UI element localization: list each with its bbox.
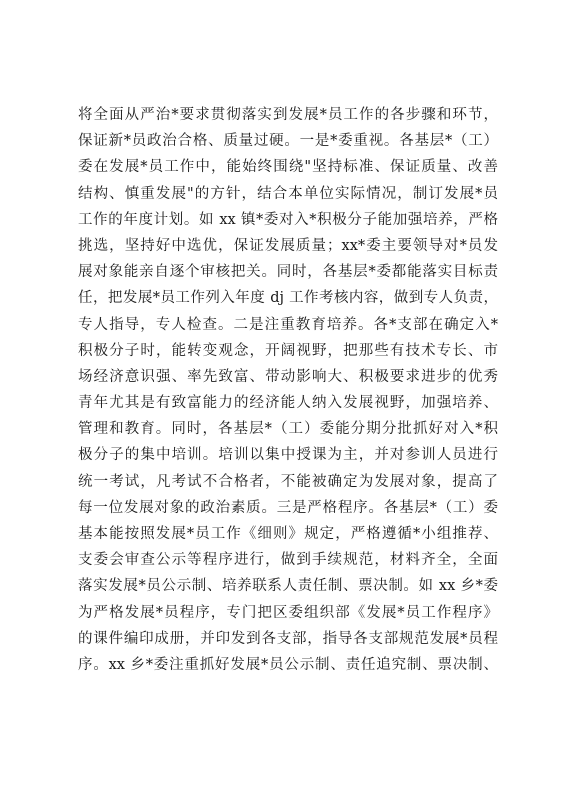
text-line: 专人指导，专人检查。二是注重教育培养。各*支部在确定入* [78,316,498,333]
text-line: 支委会审查公示等程序进行，做到手续规范，材料齐全，全面 [78,552,498,569]
text-line: 为严格发展*员程序，专门把区委组织部《发展*员工作程序》 [78,604,498,621]
text-line: 基本能按照发展*员工作《细则》规定，严格遵循*小组推荐、 [78,526,498,542]
text-line: 展对象能亲自逐个审核把关。同时，各基层*委都能落实目标责 [78,264,498,281]
text-line: 积极分子时，能转变观念，开阔视野，把那些有技术专长、市 [78,342,498,359]
text-line: 委在发展*员工作中，能始终围绕"坚持标准、保证质量、改善 [78,159,498,176]
text-line: 统一考试，凡考试不合格者，不能被确定为发展对象，提高了 [78,473,498,490]
text-line: 挑选，坚持好中选优，保证发展质量；xx*委主要领导对*员发 [78,237,498,254]
text-line: 保证新*员政治合格、质量过硬。一是*委重视。各基层*（工） [78,133,498,150]
text-line: 青年尤其是有致富能力的经济能人纳入发展视野，加强培养、 [78,395,498,412]
text-line: 序。xx 乡*委注重抓好发展*员公示制、责任追究制、票决制、 [78,656,498,673]
text-line: 将全面从严治*要求贯彻落实到发展*员工作的各步骤和环节， [78,107,498,123]
text-line: 任，把发展*员工作列入年度 dj 工作考核内容，做到专人负责， [78,290,498,307]
text-line: 结构、慎重发展"的方针，结合本单位实际情况，制订发展*员 [78,185,498,202]
text-line: 极分子的集中培训。培训以集中授课为主，并对参训人员进行 [78,447,498,464]
text-line: 管理和教育。同时，各基层*（工）委能分期分批抓好对入*积 [78,421,498,438]
body-text [78,102,498,678]
text-line: 的课件编印成册，并印发到各支部，指导各支部规范发展*员程 [78,630,498,647]
text-line: 每一位发展对象的政治素质。三是严格程序。各基层*（工）委 [78,499,498,516]
text-line: 工作的年度计划。如 xx 镇*委对入*积极分子能加强培养，严格 [78,211,498,228]
text-line: 落实发展*员公示制、培养联系人责任制、票决制。如 xx 乡*委 [78,578,498,595]
text-line: 场经济意识强、率先致富、带动影响大、积极要求进步的优秀 [78,368,498,385]
